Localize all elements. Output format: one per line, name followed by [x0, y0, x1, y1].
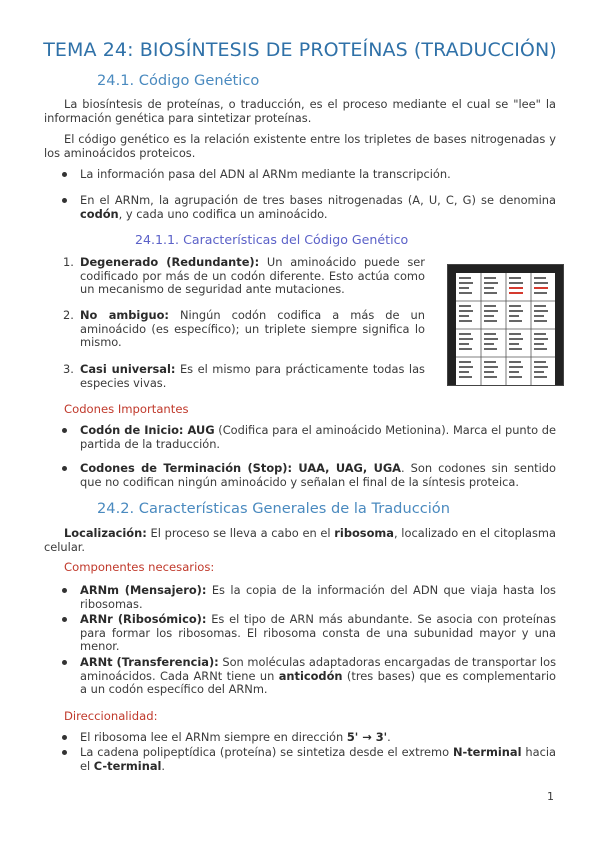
item-text: Es el mismo para prácticamente todas las especies vivas. — [80, 362, 425, 390]
bullet-text: , y cada uno codifica un aminoácido. — [118, 206, 328, 221]
bold-term: Degenerado (Redundante): — [80, 255, 260, 269]
bold-term: Casi universal: — [80, 362, 176, 376]
bullet-text: . — [161, 758, 166, 773]
paragraph-text: El proceso se lleva a cabo en el — [146, 526, 335, 540]
bullet-text: (tres bases) que es complementario a un codón específico del ARNm. — [80, 668, 557, 697]
list-item-degenerado — [63, 255, 425, 297]
paragraph-text: , localizado en el citoplasma celular. — [44, 526, 556, 554]
item-number: 2. — [63, 308, 74, 322]
bullet-icon — [62, 466, 67, 471]
bullet-icon — [62, 428, 67, 433]
list-item — [80, 194, 556, 221]
subsection-heading: 24.1.1. Características del Código Genético — [135, 232, 409, 247]
bold-term: codón — [80, 206, 119, 221]
list-item-universal — [63, 362, 425, 390]
bullet-icon — [62, 750, 67, 755]
bullet-text: El ribosoma lee el ARNm siempre en dirección — [80, 730, 347, 744]
bullet-icon — [62, 735, 67, 740]
bold-term: ribosoma — [334, 526, 394, 540]
bullet-icon — [62, 198, 67, 203]
bullet-text: hacia el — [80, 745, 556, 773]
list-item — [80, 584, 556, 611]
bold-term: Codón de Inicio: AUG — [80, 423, 215, 437]
bold-term: Localización: — [64, 526, 147, 540]
page-title: TEMA 24: BIOSÍNTESIS DE PROTEÍNAS (TRADUCCIÓN) — [43, 39, 557, 61]
codones-heading: Codones Importantes — [64, 402, 189, 416]
bold-term: ARNr (Ribosómico): — [80, 612, 207, 626]
section-heading-traduccion: 24.2. Características Generales de la Traducción — [97, 500, 450, 517]
bullet-icon — [62, 660, 67, 665]
bold-term: anticodón — [278, 668, 343, 683]
bullet-icon — [62, 617, 67, 622]
paragraph-localizacion — [44, 527, 556, 554]
list-item — [80, 613, 556, 654]
bullet-text: La información pasa del ADN al ARNm mediante la transcripción. — [80, 167, 451, 181]
direccionalidad-heading: Direccionalidad: — [64, 709, 158, 723]
item-text: Un aminoácido puede ser codificado por más de un codón diferente. Esto actúa como un mecanismo de seguridad ante mutaciones. — [80, 255, 425, 297]
list-item — [80, 424, 556, 451]
bold-term: N-terminal — [452, 745, 522, 759]
bullet-text: . Son codones sin sentido que no codifican ningún aminoácido y señalan el final de la síntesis proteica. — [80, 461, 556, 489]
componentes-heading: Componentes necesarios: — [64, 560, 215, 574]
bullet-text: Es la copia de la información del ADN que viaja hasta los ribosomas. — [80, 583, 556, 611]
codon-table-graphic — [448, 265, 563, 385]
bold-term: C-terminal — [93, 758, 162, 773]
list-item — [80, 168, 556, 182]
bold-term: Codones de Terminación (Stop): UAA, UAG, UGA — [80, 461, 402, 475]
section-heading-codigo-genetico: 24.1. Código Genético — [97, 72, 260, 89]
bullet-icon — [62, 172, 67, 177]
paragraph-intro: La biosíntesis de proteínas, o traducción, es el proceso mediante el cual se "lee" la información genética para sintetizar proteínas. — [44, 97, 556, 125]
item-number: 3. — [63, 362, 74, 376]
bullet-text: Son moléculas adaptadoras encargadas de transportar los aminoácidos. Cada ARNt tiene un — [80, 655, 557, 683]
list-item — [80, 746, 556, 773]
item-text: Ningún codón codifica a más de un aminoácido (es específico); un triplete siempre significa lo mismo. — [80, 308, 425, 350]
bullet-text: La cadena polipeptídica (proteína) se sintetiza desde el extremo — [80, 745, 453, 759]
list-item — [80, 656, 556, 697]
bold-term: No ambiguo: — [80, 308, 169, 322]
genetic-code-table-image — [447, 264, 564, 386]
list-item — [80, 462, 556, 489]
paragraph-codigo: El código genético es la relación existente entre los tripletes de bases nitrogenadas y los aminoácidos proteicos. — [44, 132, 556, 160]
item-number: 1. — [63, 255, 74, 269]
bold-term: 5' → 3' — [346, 730, 388, 744]
bold-term: ARNm (Mensajero): — [80, 583, 207, 597]
bullet-text: (Codifica para el aminoácido Metionina). Marca el punto de partida de la traducción. — [80, 423, 556, 451]
list-item-no-ambiguo — [63, 308, 425, 350]
bullet-text: En el ARNm, la agrupación de tres bases nitrogenadas (A, U, C, G) se denomina — [80, 193, 556, 207]
bold-term: ARNt (Transferencia): — [80, 655, 219, 669]
bullet-icon — [62, 588, 67, 593]
page-number: 1 — [547, 790, 554, 803]
bullet-text: Es el tipo de ARN más abundante. Se asocia con proteínas para formar los ribosomas. El ribosoma consta de una subunidad mayor y una menor. — [80, 612, 557, 654]
bullet-text: . — [387, 730, 391, 744]
list-item — [80, 731, 556, 745]
